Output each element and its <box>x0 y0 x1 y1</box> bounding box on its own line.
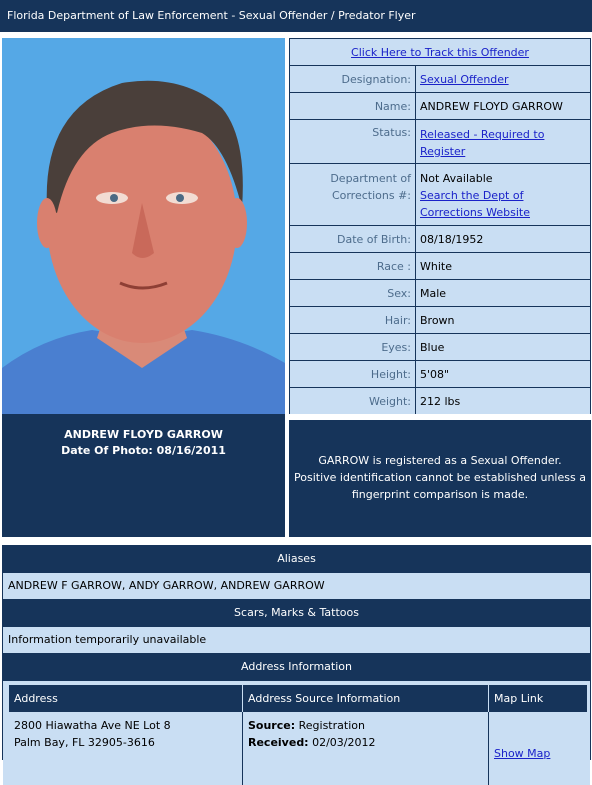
row-sex <box>290 280 590 307</box>
photo-caption <box>2 414 285 537</box>
status-link[interactable]: Released - Required to Register <box>420 128 545 158</box>
address-row <box>9 712 587 785</box>
eyes-value: Blue <box>420 340 445 354</box>
sex-label: Sex: <box>290 280 416 306</box>
race-value: White <box>420 259 452 273</box>
address-line-2: Palm Bay, FL 32905-3616 <box>14 736 155 749</box>
weight-value: 212 lbs <box>420 394 461 408</box>
address-table <box>9 685 587 785</box>
row-designation <box>290 66 590 93</box>
track-offender-row <box>290 39 590 66</box>
caption-photo-date: Date Of Photo: 08/16/2011 <box>61 444 226 457</box>
offender-info-table <box>289 38 591 414</box>
designation-link[interactable]: Sexual Offender <box>420 72 509 86</box>
row-race <box>290 253 590 280</box>
page-title: Florida Department of Law Enforcement - Sexual Offender / Predator Flyer <box>7 9 416 22</box>
dob-value: 08/18/1952 <box>420 232 484 246</box>
notice-line-2: Positive identification cannot be established unless a <box>294 471 586 484</box>
received-value: 02/03/2012 <box>312 736 376 749</box>
track-offender-link[interactable]: Click Here to Track this Offender <box>351 45 529 59</box>
row-doc-number <box>290 164 590 226</box>
page-header <box>0 0 592 32</box>
row-status <box>290 120 590 164</box>
row-name <box>290 93 590 120</box>
row-dob <box>290 226 590 253</box>
doc-label: Department of Corrections #: <box>290 164 416 225</box>
source-label: Source: <box>248 719 296 732</box>
caption-name: ANDREW FLOYD GARROW <box>64 428 223 441</box>
name-label: Name: <box>290 93 416 119</box>
weight-label: Weight: <box>290 388 416 414</box>
col-address: Address <box>9 685 243 712</box>
doc-value: Not Available <box>420 172 493 185</box>
show-map-link[interactable]: Show Map <box>494 747 551 760</box>
eyes-label: Eyes: <box>290 334 416 360</box>
scars-heading: Scars, Marks & Tattoos <box>234 606 359 619</box>
col-map-link: Map Link <box>494 692 544 705</box>
height-value: 5'08" <box>420 367 450 381</box>
hair-label: Hair: <box>290 307 416 333</box>
address-table-header <box>9 685 587 712</box>
height-label: Height: <box>290 361 416 387</box>
row-hair <box>290 307 590 334</box>
race-label: Race : <box>290 253 416 279</box>
address-panel <box>3 681 590 785</box>
received-label: Received: <box>248 736 309 749</box>
hair-value: Brown <box>420 313 455 327</box>
aliases-heading: Aliases <box>277 552 316 565</box>
designation-label: Designation: <box>290 66 416 92</box>
name-value: ANDREW FLOYD GARROW <box>420 99 563 113</box>
col-source: Address Source Information <box>243 685 489 712</box>
source-value: Registration <box>298 719 365 732</box>
address-cell <box>9 712 243 785</box>
dob-label: Date of Birth: <box>290 226 416 252</box>
search-doc-link[interactable]: Search the Dept of Corrections Website <box>420 189 530 219</box>
offender-photo <box>2 38 285 414</box>
source-cell <box>243 712 489 785</box>
row-weight <box>290 388 590 414</box>
details-section <box>2 545 591 760</box>
address-heading: Address Information <box>241 660 352 673</box>
identification-notice <box>289 420 591 537</box>
notice-line-1: GARROW is registered as a Sexual Offender. <box>318 454 562 467</box>
sex-value: Male <box>420 286 447 300</box>
map-cell <box>489 712 587 785</box>
aliases-value: ANDREW F GARROW, ANDY GARROW, ANDREW GARROW <box>3 573 590 599</box>
row-height <box>290 361 590 388</box>
row-eyes <box>290 334 590 361</box>
notice-line-3: fingerprint comparison is made. <box>351 488 529 501</box>
scars-value: Information temporarily unavailable <box>3 627 590 653</box>
status-label: Status: <box>290 120 416 163</box>
address-line-1: 2800 Hiawatha Ave NE Lot 8 <box>14 719 171 732</box>
